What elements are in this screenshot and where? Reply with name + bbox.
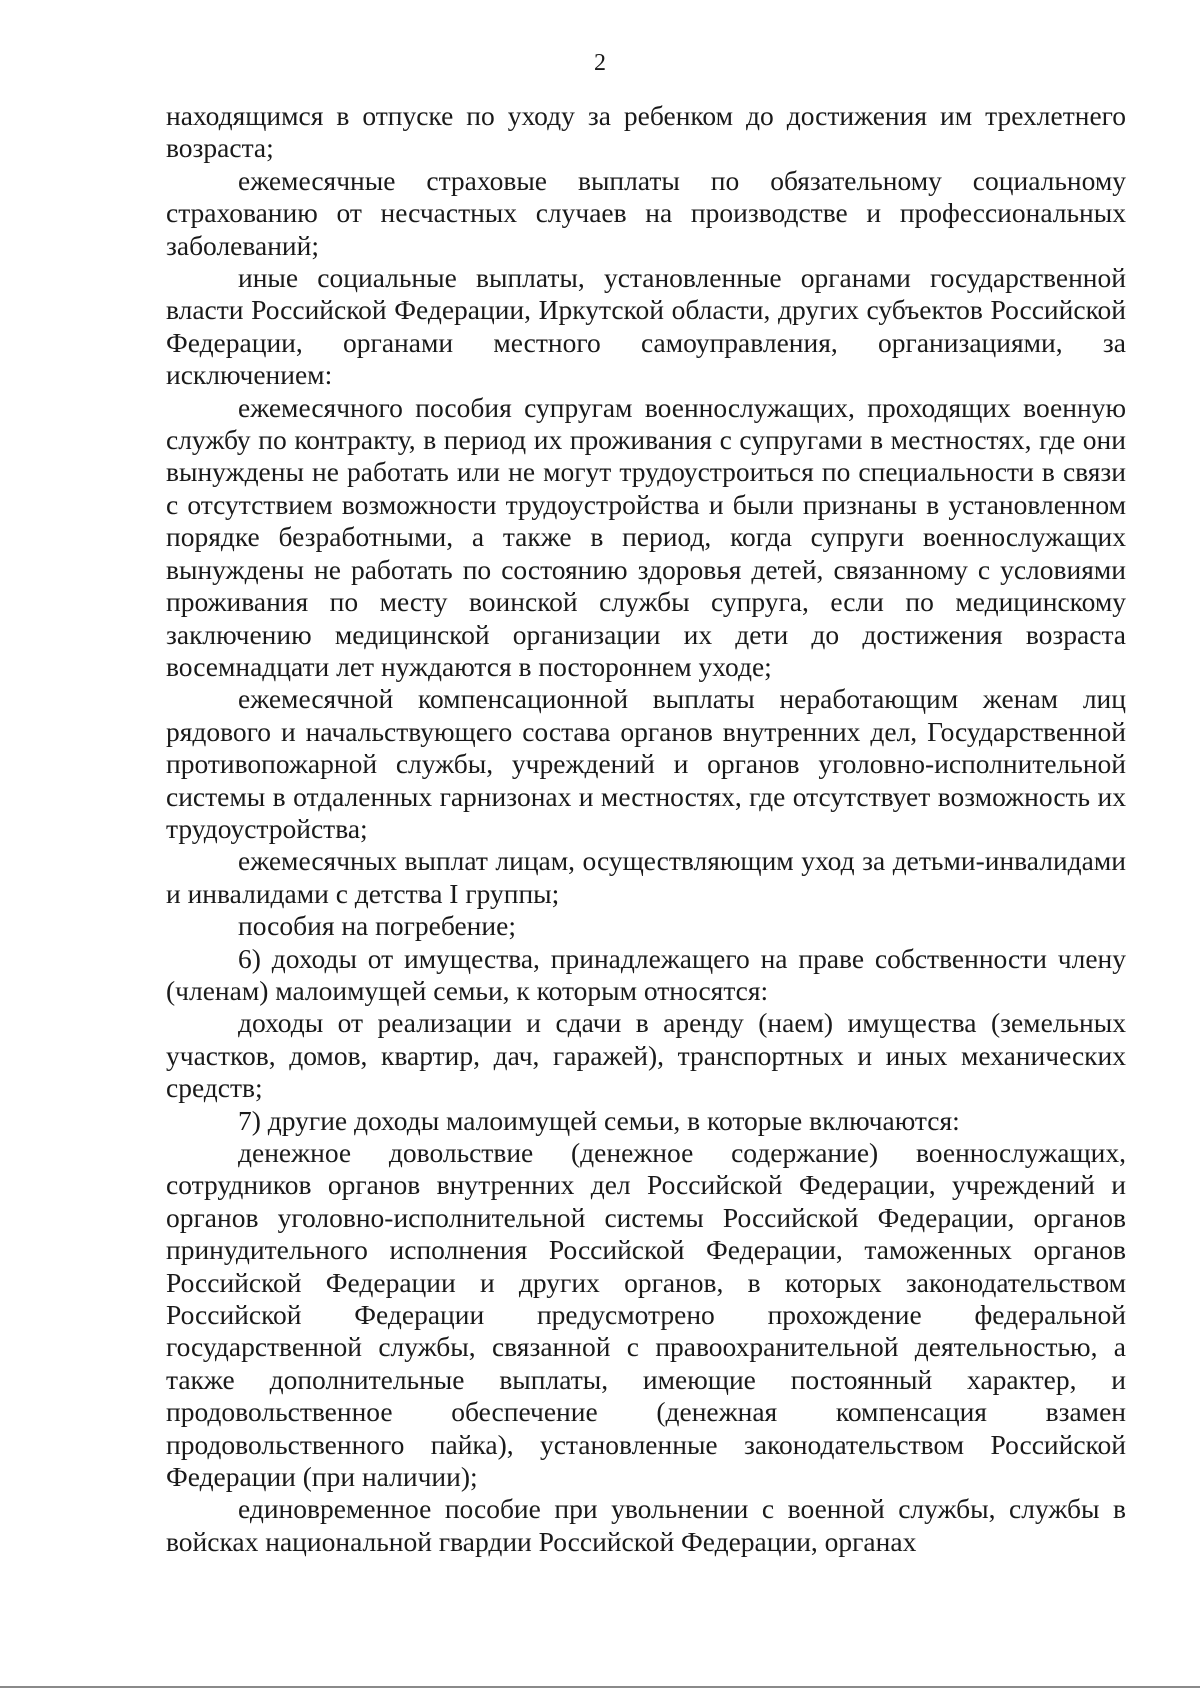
paragraph: находящимся в отпуске по уходу за ребенком до достижения им трехлетнего возраста; (166, 100, 1126, 164)
paragraph: ежемесячного пособия супругам военнослужащих, проходящих военную службу по контракту, в период их проживания с супругами в местностях, где они вынуждены не работать или не могут трудоустроиться по специальности в связи с отсутствием возможности трудоустройства и были признаны в установленном порядке безработными, а также в период, когда супруги военнослужащих вынуждены не работать по состоянию здоровья детей, связанному с условиями проживания по месту воинской службы супруга, если по медицинскому заключению медицинской организации их дети до достижения возраста восемнадцати лет нуждаются в постороннем уходе; (166, 391, 1126, 682)
document-body (166, 100, 1126, 1558)
paragraph: денежное довольствие (денежное содержание) военнослужащих, сотрудников органов внутренних дел Российской Федерации, учреждений и органов уголовно-исполнительной системы Российской Федерации, органов принудительного исполнения Российской Федерации, таможенных органов Российской Федерации и других органов, в которых законодательством Российской Федерации предусмотрено прохождение федеральной государственной службы, связанной с правоохранительной деятельностью, а также дополнительные выплаты, имеющие постоянный характер, и продовольственное обеспечение (денежная компенсация взамен продовольственного пайка), установленные законодательством Российской Федерации (при наличии); (166, 1137, 1126, 1493)
paragraph: иные социальные выплаты, установленные органами государственной власти Российской Федерации, Иркутской области, других субъектов Российской Федерации, органами местного самоуправления, организациями, за исключением: (166, 262, 1126, 391)
paragraph: 7) другие доходы малоимущей семьи, в которые включаются: (238, 1104, 960, 1136)
paragraph: пособия на погребение; (238, 910, 516, 942)
page-number: 2 (594, 50, 606, 76)
paragraph: ежемесячной компенсационной выплаты неработающим женам лиц рядового и начальствующего состава органов внутренних дел, Государственной противопожарной службы, учреждений и органов уголовно-исполнительной системы в отдаленных гарнизонах и местностях, где отсутствует возможность их трудоустройства; (166, 683, 1126, 844)
paragraph: 6) доходы от имущества, принадлежащего на праве собственности члену (членам) малоимущей семьи, к которым относятся: (166, 942, 1126, 1006)
paragraph: ежемесячные страховые выплаты по обязательному социальному страхованию от несчастных случаев на производстве и профессиональных заболеваний; (166, 164, 1126, 261)
page-bottom-rule (0, 1686, 1200, 1688)
paragraph: единовременное пособие при увольнении с военной службы, службы в войсках национальной гвардии Российской Федерации, органах (166, 1493, 1126, 1557)
paragraph: ежемесячных выплат лицам, осуществляющим уход за детьми-инвалидами и инвалидами с детства I группы; (166, 845, 1126, 909)
paragraph: доходы от реализации и сдачи в аренду (наем) имущества (земельных участков, домов, квартир, дач, гаражей), транспортных и иных механических средств; (166, 1007, 1126, 1104)
